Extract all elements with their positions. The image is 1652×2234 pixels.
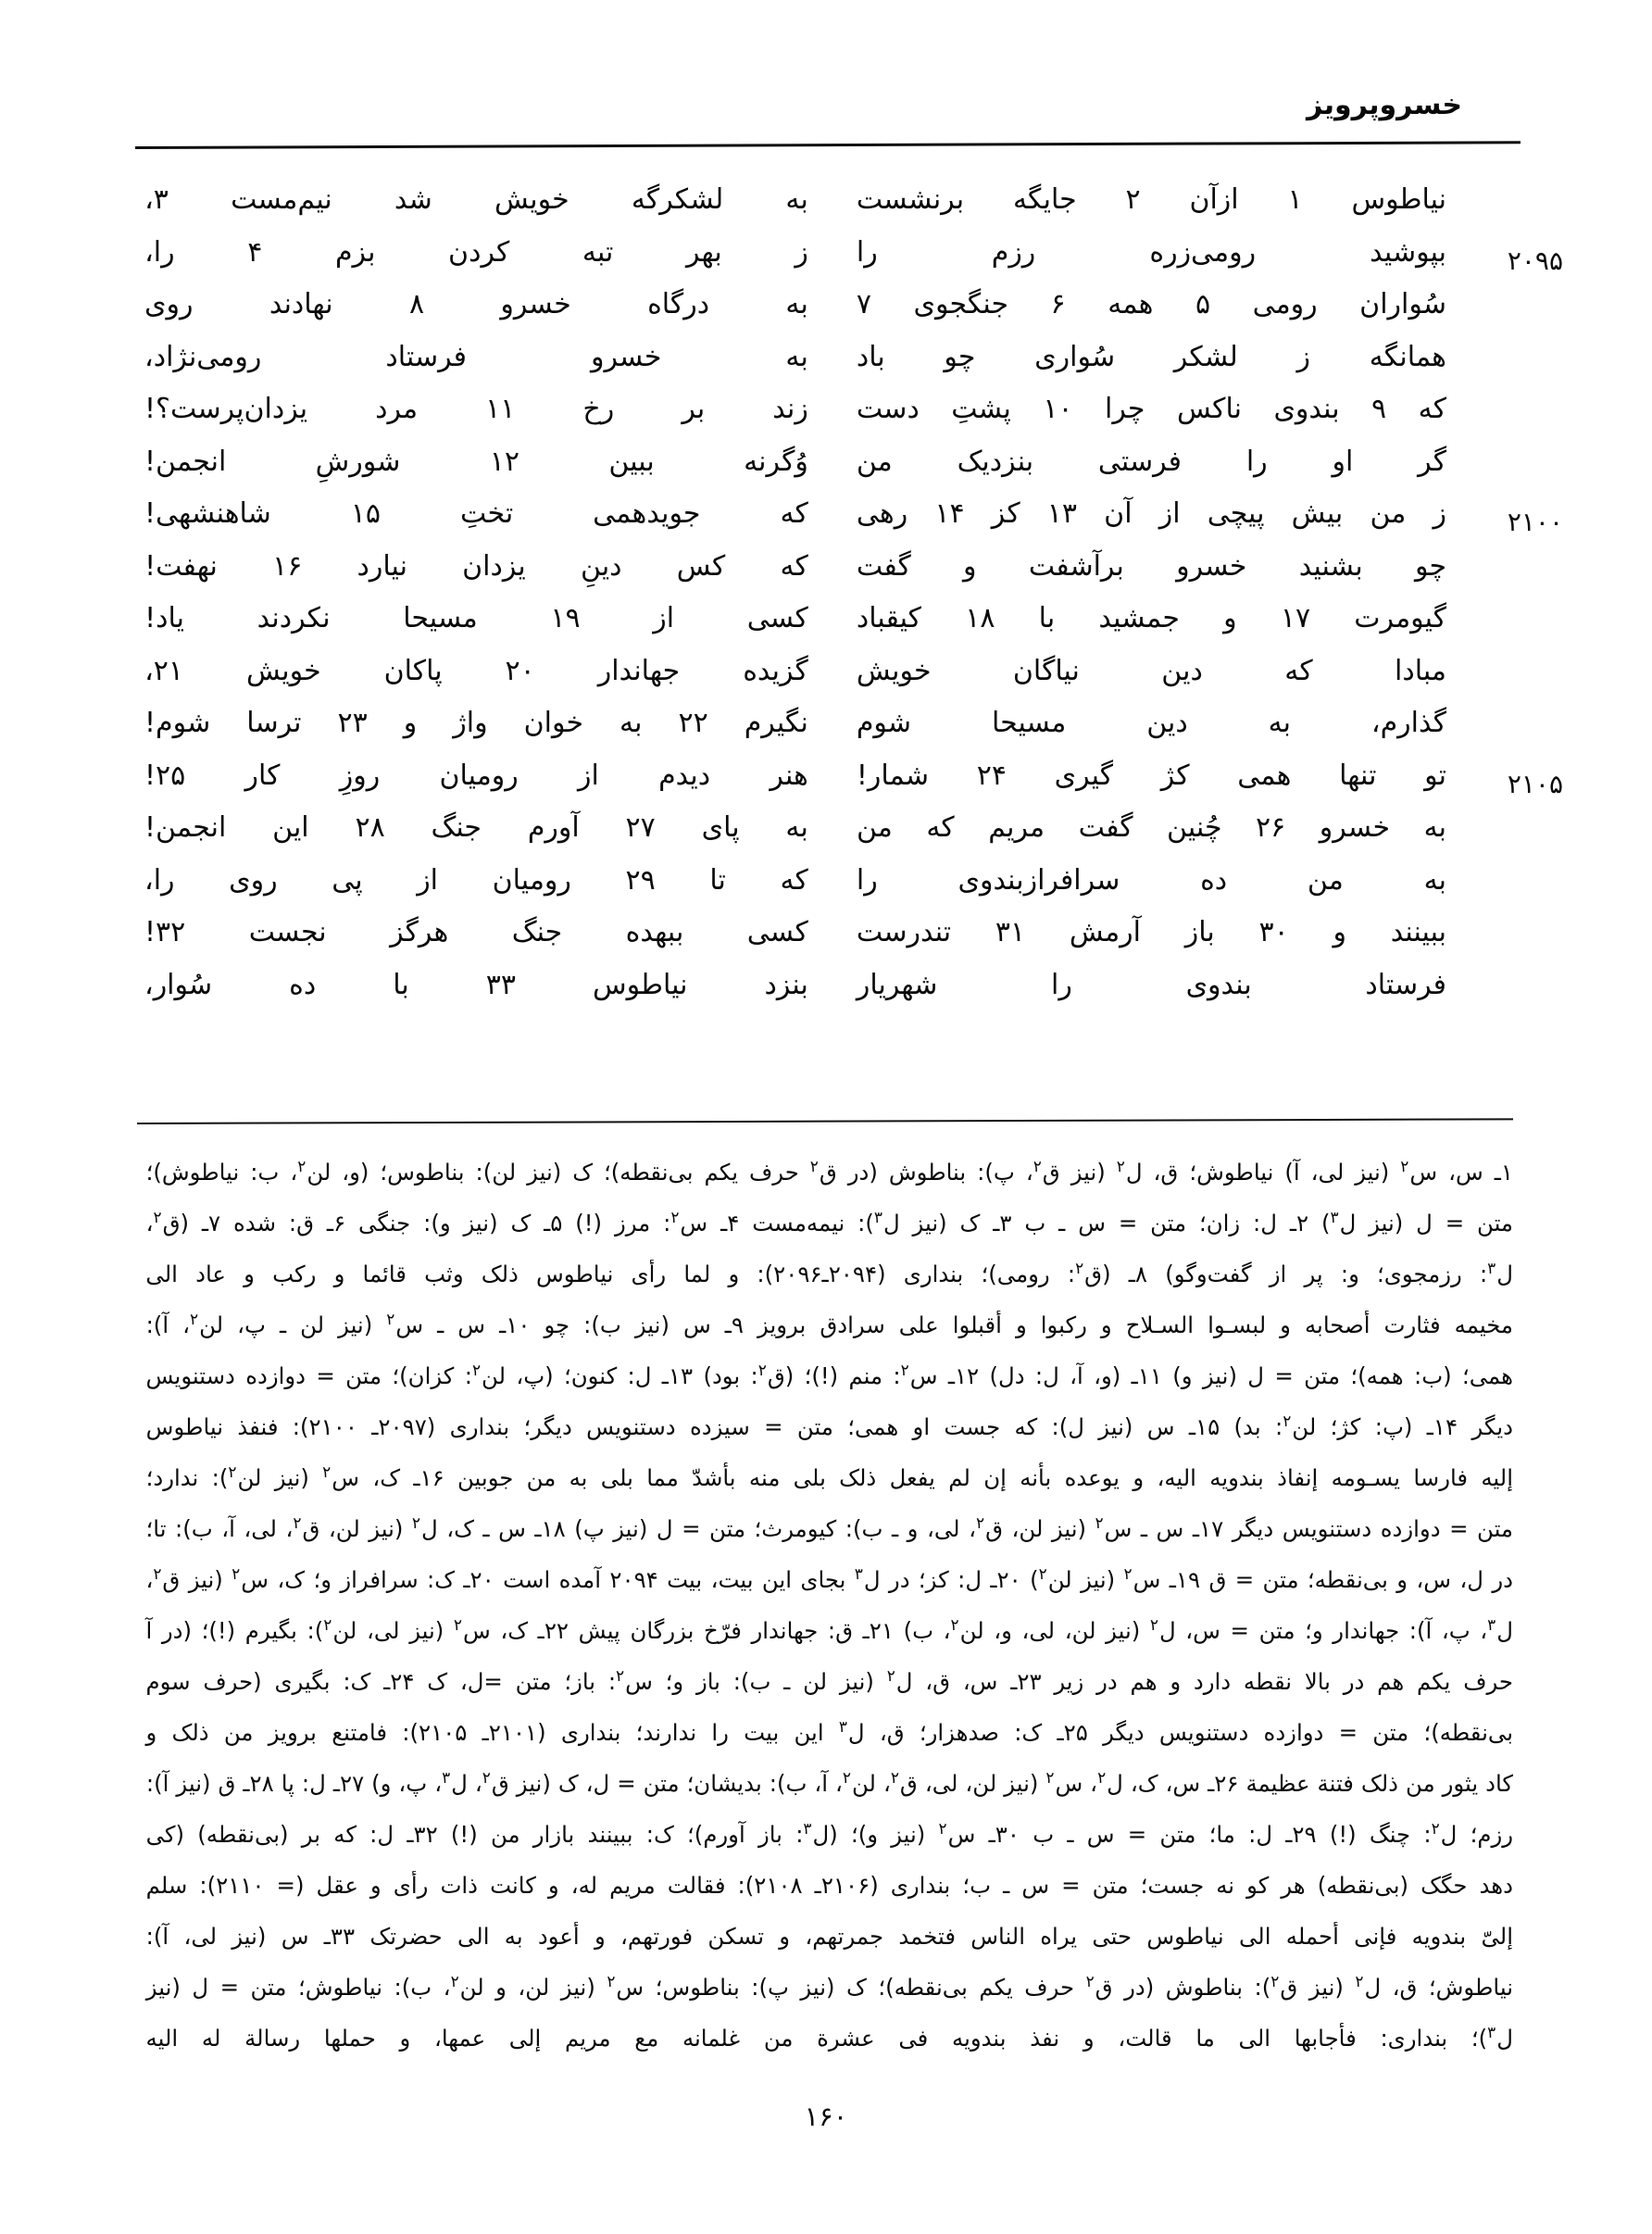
hemistich-second: به خسرو فرستاد رومی‌نژاد،	[144, 340, 808, 373]
header-divider-rule	[135, 141, 1521, 149]
apparatus-line: در ل، س، و بی‌نقطه؛ متن = ق ۱۹ـ س$^۲$ (نیز لن$^۲$) ۲۰ـ ل: کز؛ در ل$^۳$ بجای این بیت، بیت ۲۰۹۴ آمده است ۲۰ـ ک: سرافراز و؛ ک، س$^۲$ (نیز ق$^۲$،	[145, 1564, 1513, 1593]
apparatus-line: نیاطوش؛ ق، ل$^۲$ (نیز ق$^۲$): بناطوش (در ق$^۲$ حرف یکم بی‌نقطه)؛ ک (نیز پ): بناطوس؛ س$^۲$ (نیز لن، و لن$^۲$، ب): نیاطوش؛ متن = ل (نیز	[145, 1972, 1513, 2001]
apparatus-line: بی‌نقطه)؛ متن = دوازده دستنویس دیگر ۲۵ـ ک: صدهزار؛ ق، ل$^۳$ این بیت را ندارند؛ بنداری (۲۱۰۱ـ ۲۱۰۵): فامتنع برویز من ذلک و	[145, 1717, 1513, 1746]
verse-row	[139, 234, 1563, 287]
hemistich-second: ز بهر تبه کردن بزم ۴ را،	[144, 235, 808, 269]
apparatus-line: ل$^۳$، پ، آ): جهاندار و؛ متن = س، ل$^۲$ (نیز لن، لی، و، لن$^۲$، ب) ۲۱ـ ق: جهاندار فرّخ بزرگان پیش ۲۲ـ ک، س$^۲$ (نیز لی، لن$^۲$): بگیرم (!)؛ (در آ	[145, 1615, 1513, 1644]
apparatus-line: متن = دوازده دستنویس دیگر ۱۷ـ س ـ س$^۲$ (نیز لن، ق$^۲$، لی، و ـ ب): کیومرث؛ متن = ل (نیز پ) ۱۸ـ س ـ ک، ل$^۲$ (نیز لن، ق$^۲$، لی، آ، ب): تا؛	[145, 1513, 1513, 1542]
verse-row	[139, 496, 1563, 548]
hemistich-second: بنزد نیاطوس ۳۳ با ده سُوار،	[144, 968, 808, 1001]
apparatus-line: حرف یکم هم در بالا نقطه دارد و هم در زیر ۲۳ـ س، ق، ل$^۲$ (نیز لن ـ ب): باز و؛ س$^۲$: باز؛ متن =ل، ک ۲۴ـ ک: بگیری (حرف سوم	[145, 1666, 1513, 1695]
page-number: ۱۶۰	[804, 2101, 848, 2132]
hemistich-first: همانگه ز لشکر سُواری چو باد	[856, 340, 1446, 373]
verse-row	[139, 286, 1513, 339]
running-head-title: خسروپرویز	[1307, 89, 1462, 121]
footnote-divider-rule	[137, 1118, 1513, 1124]
hemistich-first: به من ده سرافرازبندوی را	[856, 863, 1446, 897]
hemistich-second: به پای ۲۷ آورم جنگ ۲۸ این انجمن!	[144, 811, 808, 844]
apparatus-line: همی؛ (ب: همه)؛ متن = ل (نیز و) ۱۱ـ (و، آ، ل: دل) ۱۲ـ س$^۲$: منم (!)؛ (ق$^۲$: بود) ۱۳ـ ل: کنون؛ (پ، لن$^۲$: کزان)؛ متن = دوازده دستنویس	[145, 1361, 1513, 1389]
verse-row	[139, 548, 1513, 601]
verse-row	[139, 182, 1513, 234]
hemistich-second: کسی ببهده جنگ هرگز نجست ۳۲!	[144, 916, 808, 948]
hemistich-second: وُگرنه ببین ۱۲ شورشِ انجمن!	[144, 445, 808, 478]
verse-number: ۲۰۹۵	[1507, 245, 1563, 276]
critical-apparatus-block	[139, 1147, 1513, 2064]
verse-row	[139, 810, 1513, 862]
apparatus-line: رزم؛ ل$^۲$: چنگ (!) ۲۹ـ ل: ما؛ متن = س ـ ب ۳۰ـ س$^۲$ (نیز و)؛ (ل$^۳$: باز آورم)؛ ک: ببینند بازار من (!) ۳۲ـ ل: که بر (بی‌نقطه) (کی	[145, 1819, 1513, 1848]
hemistich-first: گیومرت ۱۷ و جمشید با ۱۸ کیقباد	[856, 602, 1446, 634]
verse-row	[139, 758, 1563, 810]
hemistich-second: که کس دینِ یزدان نیارد ۱۶ نهفت!	[144, 549, 808, 583]
hemistich-first: ز من بیش پیچی از آن ۱۳ کز ۱۴ رهی	[856, 497, 1446, 530]
apparatus-line: کاد یثور من ذلک فتنة عظیمة ۲۶ـ س، ک، ل$^۲$، س$^۲$ (نیز لن، لی، ق$^۲$، لن$^۲$، آ، ب): بدیشان؛ متن = ل، ک (نیز ق$^۲$، ل$^۳$، پ، و) ۲۷ـ ل: پا ۲۸ـ ق (نیز آ):	[145, 1768, 1513, 1797]
hemistich-second: به لشکرگه خویش شد نیم‌مست ۳،	[144, 183, 808, 216]
verse-block	[139, 182, 1563, 1019]
hemistich-first: سُواران رومی ۵ همه ۶ جنگجوی ۷	[856, 288, 1446, 320]
verse-row	[139, 967, 1513, 1020]
apparatus-line: ل$^۳$)؛ بنداری: فأجابها الی ما قالت، و نفذ بندویه فی عشرة من غلمانه مع مریم إلی عمها، و حملها رسالة له الیه	[145, 2023, 1513, 2052]
hemistich-first: بپوشید رومی‌زره رزم را	[856, 235, 1446, 269]
hemistich-first: نیاطوس ۱ ازآن ۲ جایگه برنشست	[856, 183, 1446, 216]
verse-row	[139, 653, 1513, 706]
hemistich-second: که جویدهمی تختِ ۱۵ شاهنشهی!	[144, 497, 808, 530]
verse-row	[139, 914, 1513, 967]
hemistich-first: چو بشنید خسرو برآشفت و گفت	[856, 549, 1446, 583]
verse-row	[139, 391, 1513, 444]
verse-number: ۲۱۰۵	[1507, 768, 1563, 799]
hemistich-second: کسی از ۱۹ مسیحا نکردند یاد!	[144, 602, 808, 634]
apparatus-line: مخیمه فثارت أصحابه و لبسـوا السـلاح و رکبوا و أقبلوا علی سرادق برویز ۹ـ س (نیز ب): چو ۱۰ـ س ـ س$^۲$ (نیز لن ـ پ، لن$^۲$، آ):	[145, 1310, 1513, 1338]
hemistich-second: گزیده جهاندار ۲۰ پاکان خویش ۲۱،	[144, 654, 808, 687]
apparatus-line: ل$^۳$: رزمجوی؛ و: پر از گفت‌وگو) ۸ـ (ق$^۲$: رومی)؛ بنداری (۲۰۹۴ـ۲۰۹۶): و لما رأی نیاطوس ذلک وثب قائما و رکب و عاد الی	[145, 1259, 1513, 1287]
apparatus-line: إلیّ بندویه فإنی أحمله الی نیاطوس حتی یراه الناس فتخمد جمرتهم، و تسکن فورتهم، و أعود به الی حضرتک ۳۳ـ س (نیز لی، آ):	[145, 1923, 1513, 1950]
hemistich-first: فرستاد بندوی را شهریار	[856, 968, 1446, 1001]
verse-row	[139, 862, 1513, 915]
verse-number: ۲۱۰۰	[1507, 507, 1563, 537]
hemistich-second: نگیرم ۲۲ به خوان واژ و ۲۳ ترسا شوم!	[144, 707, 808, 739]
hemistich-first: به خسرو ۲۶ چُنین گفت مریم که من	[856, 811, 1446, 844]
verse-row	[139, 444, 1513, 496]
apparatus-line: دیگر ۱۴ـ (پ: کژ؛ لن$^۲$: بد) ۱۵ـ س (نیز ل): که جست او همی؛ متن = سیزده دستنویس دیگر؛ بنداری (۲۰۹۷ـ ۲۱۰۰): فنفذ نیاطوس	[145, 1412, 1513, 1440]
verse-row	[139, 339, 1513, 392]
apparatus-line: متن = ل (نیز ل$^۳$) ۲ـ ل: زان؛ متن = س ـ ب ۳ـ ک (نیز ل$^۳$): نیمه‌مست ۴ـ س$^۲$: مرز (!) ۵ـ ک (نیز و): جنگی ۶ـ ق: شده ۷ـ (ق$^۲$،	[145, 1208, 1513, 1236]
hemistich-first: مبادا که دین نیاگان خویش	[856, 654, 1446, 687]
hemistich-second: زند بر رخ ۱۱ مرد یزدان‌پرست؟!	[144, 393, 808, 425]
verse-row	[139, 600, 1513, 653]
apparatus-line: دهد حگک (بی‌نقطه) هر کو نه جست؛ متن = س ـ ب؛ بنداری (۲۱۰۶ـ ۲۱۰۸): فقالت مریم له، و کانت ذات رأی و عقل (= ۲۱۱۰): سلم	[145, 1872, 1513, 1899]
hemistich-second: که تا ۲۹ رومیان از پی روی را،	[144, 863, 808, 897]
apparatus-line: ۱ـ س، س$^۲$ (نیز لی، آ) نیاطوش؛ ق، ل$^۲$ (نیز ق$^۲$، پ): بناطوش (در ق$^۲$ حرف یکم بی‌نقطه)؛ ک (نیز لن): بناطوس؛ (و، لن$^۲$، ب: نیاطوش)؛	[145, 1157, 1513, 1186]
hemistich-second: هنر دیدم از رومیان روزِ کار ۲۵!	[144, 759, 808, 792]
verse-row	[139, 705, 1513, 758]
hemistich-first: گذارم، به دین مسیحا شوم	[856, 707, 1446, 739]
hemistich-first: گر او را فرستی بنزدیک من	[856, 445, 1446, 478]
hemistich-first: که ۹ بندوی ناکس چرا ۱۰ پشتِ دست	[856, 393, 1446, 425]
apparatus-line: إلیه فارسا یسـومه إنفاذ بندویه الیه، و یوعده بأنه إن لم یفعل ذلک بلی منه بأشدّ مما بلی به من جوبین ۱۶ـ ک، س$^۲$ (نیز لن$^۲$): ندارد؛	[145, 1462, 1513, 1491]
hemistich-second: به درگاه خسرو ۸ نهادند روی	[144, 288, 808, 320]
hemistich-first: ببینند و ۳۰ باز آرمش ۳۱ تندرست	[856, 916, 1446, 948]
hemistich-first: تو تنها همی کژ گیری ۲۴ شمار!	[856, 759, 1446, 792]
